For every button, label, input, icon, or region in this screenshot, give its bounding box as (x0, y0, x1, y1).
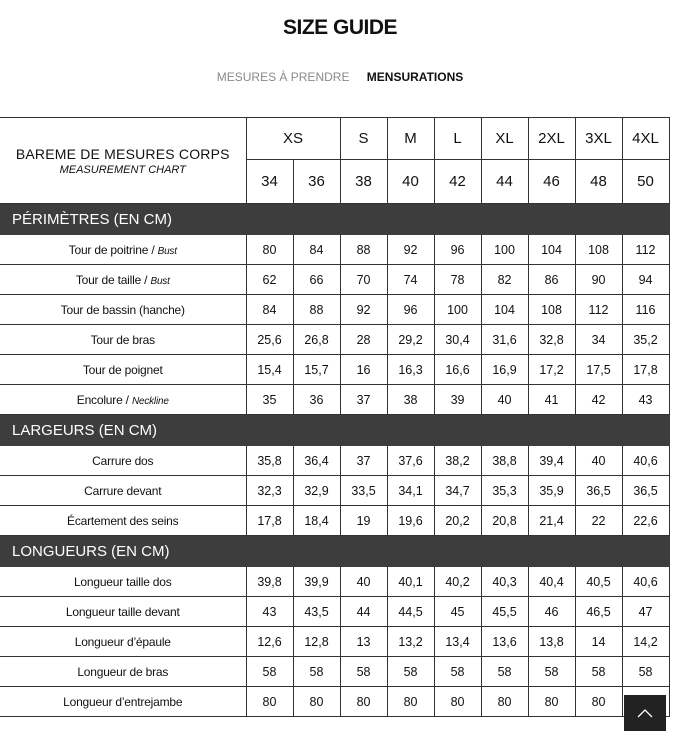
table-row (0, 235, 669, 265)
size-letter-xl: XL (481, 118, 528, 160)
table-row (0, 385, 669, 415)
table-cell: 94 (622, 265, 669, 295)
table-cell: 35 (246, 385, 293, 415)
table-cell: 46,5 (575, 597, 622, 627)
table-cell: 58 (293, 657, 340, 687)
row-label-text: Longueur de bras (77, 664, 169, 679)
table-cell: 40 (575, 446, 622, 476)
table-cell: 13,4 (434, 627, 481, 657)
table-cell: 58 (575, 657, 622, 687)
section-title: LONGUEURS (EN CM) (0, 536, 669, 567)
table-cell: 36,5 (622, 476, 669, 506)
row-label (0, 355, 246, 385)
row-label (0, 476, 246, 506)
scroll-to-top-button[interactable] (624, 695, 666, 731)
row-label (0, 657, 246, 687)
table-row (0, 355, 669, 385)
table-row (0, 506, 669, 536)
table-cell: 84 (293, 235, 340, 265)
row-label (0, 687, 246, 717)
table-cell: 40,2 (434, 567, 481, 597)
table-cell: 36,5 (575, 476, 622, 506)
table-cell: 46 (528, 597, 575, 627)
size-letter-l: L (434, 118, 481, 160)
row-label-text: Tour de bassin (hanche) (60, 302, 185, 317)
size-letter-3xl: 3XL (575, 118, 622, 160)
table-cell: 74 (387, 265, 434, 295)
row-label-english: Bust (157, 245, 177, 257)
table-cell: 66 (293, 265, 340, 295)
table-cell: 62 (246, 265, 293, 295)
table-cell: 84 (246, 295, 293, 325)
table-cell: 80 (528, 687, 575, 717)
table-cell: 88 (340, 235, 387, 265)
table-cell: 37 (340, 385, 387, 415)
table-cell: 34,1 (387, 476, 434, 506)
table-cell: 40,4 (528, 567, 575, 597)
row-label (0, 325, 246, 355)
table-cell: 44 (340, 597, 387, 627)
table-cell: 32,3 (246, 476, 293, 506)
size-number-44: 44 (481, 160, 528, 204)
table-cell: 58 (622, 657, 669, 687)
table-cell: 13 (340, 627, 387, 657)
table-cell: 15,7 (293, 355, 340, 385)
table-cell: 22,6 (622, 506, 669, 536)
row-label-text: Écartement des seins (67, 513, 179, 528)
table-row (0, 657, 669, 687)
table-cell: 16,3 (387, 355, 434, 385)
table-cell: 13,2 (387, 627, 434, 657)
table-cell: 36,4 (293, 446, 340, 476)
measurement-table (0, 117, 670, 717)
table-cell: 37 (340, 446, 387, 476)
table-cell: 47 (622, 597, 669, 627)
table-cell: 100 (434, 295, 481, 325)
row-label (0, 597, 246, 627)
table-cell: 92 (387, 235, 434, 265)
table-row (0, 265, 669, 295)
table-cell: 30,4 (434, 325, 481, 355)
table-cell: 112 (622, 235, 669, 265)
size-number-40: 40 (387, 160, 434, 204)
row-label-english: Neckline (131, 395, 169, 407)
table-cell: 15,4 (246, 355, 293, 385)
chart-title: BAREME DE MESURES CORPS (15, 145, 230, 162)
table-cell: 80 (293, 687, 340, 717)
table-cell: 42 (575, 385, 622, 415)
table-cell: 35,9 (528, 476, 575, 506)
table-cell: 92 (340, 295, 387, 325)
table-cell: 39,9 (293, 567, 340, 597)
table-cell: 32,9 (293, 476, 340, 506)
table-cell: 80 (246, 687, 293, 717)
row-label-text: Carrure devant (84, 483, 162, 498)
table-cell: 43,5 (293, 597, 340, 627)
size-number-46: 46 (528, 160, 575, 204)
table-row (0, 325, 669, 355)
table-cell: 40,6 (622, 446, 669, 476)
table-cell: 36 (293, 385, 340, 415)
row-label (0, 385, 246, 415)
row-label-text: Tour de poignet (82, 362, 163, 377)
row-label (0, 627, 246, 657)
table-cell: 86 (528, 265, 575, 295)
table-cell: 80 (481, 687, 528, 717)
table-cell: 17,2 (528, 355, 575, 385)
row-label (0, 446, 246, 476)
section-header-row (0, 204, 669, 235)
table-cell: 40,6 (622, 567, 669, 597)
table-cell: 38,8 (481, 446, 528, 476)
table-cell: 70 (340, 265, 387, 295)
table-cell: 17,5 (575, 355, 622, 385)
table-row (0, 627, 669, 657)
row-label (0, 506, 246, 536)
table-cell: 43 (622, 385, 669, 415)
section-header-row (0, 415, 669, 446)
size-letter-xs: XS (246, 118, 340, 160)
row-label-text: Longueur taille devant (65, 604, 180, 619)
row-label-text: Encolure / (76, 392, 132, 407)
table-cell: 19 (340, 506, 387, 536)
table-cell: 31,6 (481, 325, 528, 355)
table-cell: 39 (434, 385, 481, 415)
chart-subtitle: MEASUREMENT CHART (59, 163, 186, 176)
size-number-38: 38 (340, 160, 387, 204)
tab-mensurations[interactable]: MENSURATIONS (366, 70, 464, 84)
size-letter-4xl: 4XL (622, 118, 669, 160)
row-label-text: Longueur d’entrejambe (63, 694, 183, 709)
row-label-english: Bust (150, 275, 170, 287)
table-row (0, 567, 669, 597)
table-cell: 44,5 (387, 597, 434, 627)
page-title: SIZE GUIDE (282, 16, 398, 39)
table-cell: 108 (528, 295, 575, 325)
table-cell: 43 (246, 597, 293, 627)
table-row (0, 295, 669, 325)
table-cell: 41 (528, 385, 575, 415)
table-cell: 21,4 (528, 506, 575, 536)
row-label (0, 265, 246, 295)
table-cell: 80 (575, 687, 622, 717)
size-letter-2xl: 2XL (528, 118, 575, 160)
tab-bar (0, 70, 680, 84)
table-cell: 33,5 (340, 476, 387, 506)
table-row (0, 597, 669, 627)
section-title: LARGEURS (EN CM) (0, 415, 669, 446)
table-cell: 13,8 (528, 627, 575, 657)
table-cell: 104 (481, 295, 528, 325)
table-cell: 38 (387, 385, 434, 415)
size-number-50: 50 (622, 160, 669, 204)
table-cell: 17,8 (622, 355, 669, 385)
row-label-text: Tour de poitrine / (68, 242, 158, 257)
table-cell: 34 (575, 325, 622, 355)
measurement-table-body (0, 118, 669, 717)
table-cell: 40 (340, 567, 387, 597)
table-cell: 38,2 (434, 446, 481, 476)
table-cell: 28 (340, 325, 387, 355)
table-cell: 80 (246, 235, 293, 265)
table-cell: 58 (528, 657, 575, 687)
row-label-text: Longueur d’épaule (74, 634, 171, 649)
chevron-up-icon (624, 695, 666, 731)
table-cell: 82 (481, 265, 528, 295)
table-cell: 17,8 (246, 506, 293, 536)
table-cell: 22 (575, 506, 622, 536)
row-label-text: Carrure dos (92, 453, 154, 468)
table-cell: 96 (434, 235, 481, 265)
row-label-text: Longueur taille dos (73, 574, 172, 589)
table-cell: 80 (434, 687, 481, 717)
table-cell: 58 (481, 657, 528, 687)
size-letter-row (0, 118, 669, 160)
table-cell: 40,1 (387, 567, 434, 597)
tab-mesures-a-prendre[interactable]: MESURES À PRENDRE (216, 70, 350, 84)
size-number-42: 42 (434, 160, 481, 204)
table-cell: 58 (387, 657, 434, 687)
table-cell: 16 (340, 355, 387, 385)
table-cell: 40,5 (575, 567, 622, 597)
table-cell: 14,2 (622, 627, 669, 657)
table-cell: 13,6 (481, 627, 528, 657)
table-cell: 20,8 (481, 506, 528, 536)
section-title: PÉRIMÈTRES (EN CM) (0, 204, 669, 235)
table-cell: 45,5 (481, 597, 528, 627)
table-cell: 34,7 (434, 476, 481, 506)
table-cell: 12,8 (293, 627, 340, 657)
section-header-row (0, 536, 669, 567)
row-label-text: Tour de bras (90, 332, 155, 347)
table-cell: 18,4 (293, 506, 340, 536)
table-cell: 39,4 (528, 446, 575, 476)
table-cell: 37,6 (387, 446, 434, 476)
table-cell: 26,8 (293, 325, 340, 355)
table-cell: 35,2 (622, 325, 669, 355)
table-cell: 80 (387, 687, 434, 717)
table-cell: 58 (246, 657, 293, 687)
table-cell: 40 (481, 385, 528, 415)
table-cell: 78 (434, 265, 481, 295)
size-letter-m: M (387, 118, 434, 160)
table-cell: 16,9 (481, 355, 528, 385)
row-label-text: Tour de taille / (75, 272, 151, 287)
table-cell: 32,8 (528, 325, 575, 355)
table-row (0, 446, 669, 476)
table-cell: 16,6 (434, 355, 481, 385)
table-cell: 39,8 (246, 567, 293, 597)
table-cell: 35,3 (481, 476, 528, 506)
table-cell: 35,8 (246, 446, 293, 476)
size-number-36: 36 (293, 160, 340, 204)
size-number-34: 34 (246, 160, 293, 204)
table-cell: 58 (434, 657, 481, 687)
table-cell: 80 (340, 687, 387, 717)
table-cell: 96 (387, 295, 434, 325)
table-cell: 29,2 (387, 325, 434, 355)
table-cell: 20,2 (434, 506, 481, 536)
row-label (0, 295, 246, 325)
table-cell: 25,6 (246, 325, 293, 355)
size-number-48: 48 (575, 160, 622, 204)
table-cell: 108 (575, 235, 622, 265)
size-letter-s: S (340, 118, 387, 160)
table-cell: 112 (575, 295, 622, 325)
table-cell: 90 (575, 265, 622, 295)
row-label (0, 235, 246, 265)
table-cell: 58 (340, 657, 387, 687)
table-cell: 104 (528, 235, 575, 265)
table-cell: 88 (293, 295, 340, 325)
table-cell: 14 (575, 627, 622, 657)
table-cell: 100 (481, 235, 528, 265)
table-cell: 116 (622, 295, 669, 325)
table-row (0, 476, 669, 506)
table-cell: 19,6 (387, 506, 434, 536)
table-row (0, 687, 669, 717)
table-cell: 40,3 (481, 567, 528, 597)
table-cell: 12,6 (246, 627, 293, 657)
table-cell: 45 (434, 597, 481, 627)
chart-header-cell (0, 118, 246, 204)
row-label (0, 567, 246, 597)
